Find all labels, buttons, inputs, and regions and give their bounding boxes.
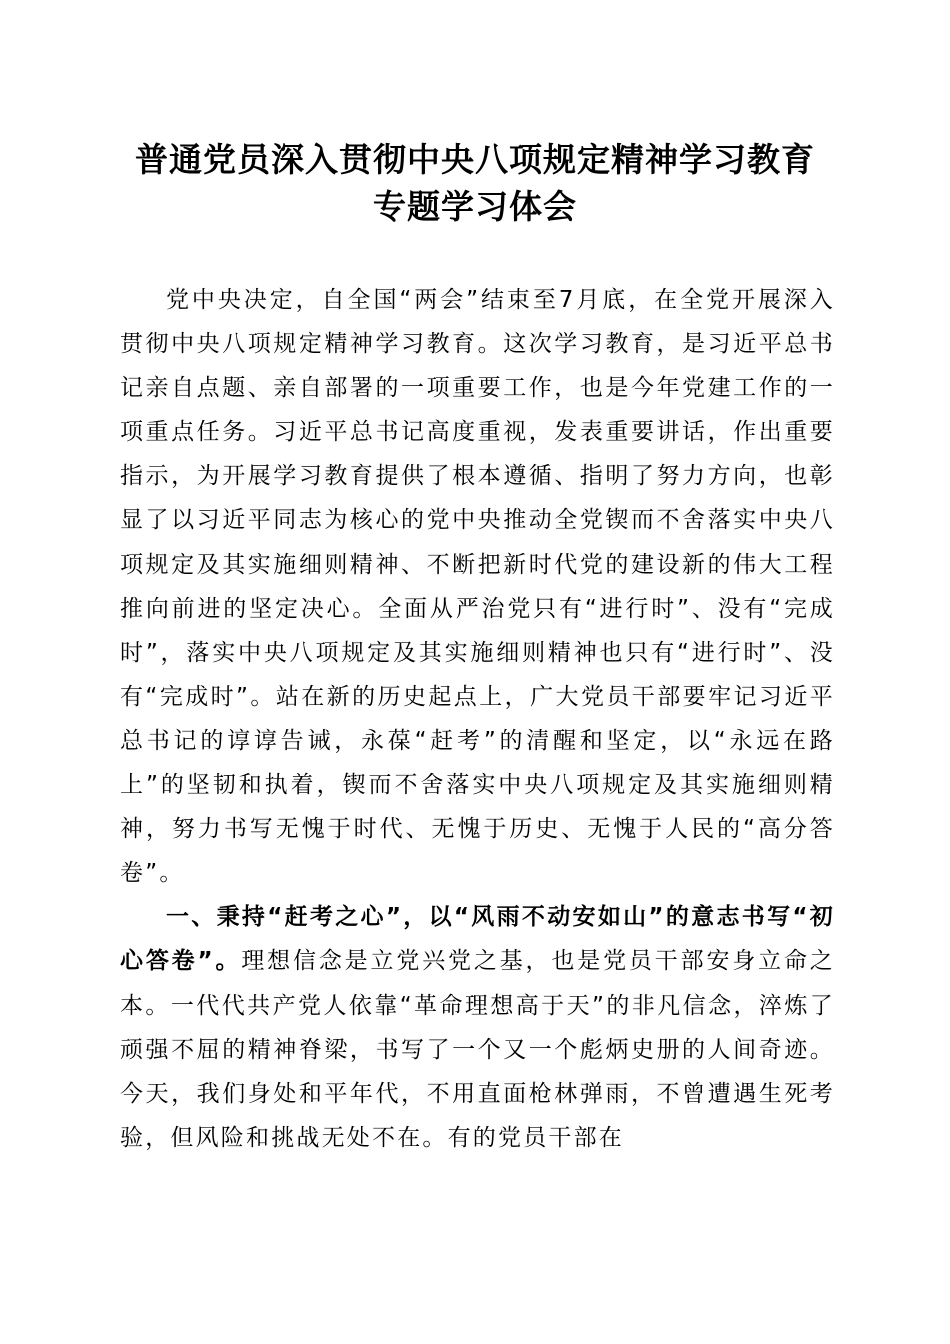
section-1-text: 理想信念是立党兴党之基，也是党员干部安身立命之本。一代代共产党人依靠“革命理想高于天”的非凡信念，淬炼了顽强不屈的精神脊梁，书写了一个又一个彪炳史册的人间奇迹。今天，我们身处和平年代，不用直面枪林弹雨，不曾遭遇生死考验，但风险和挑战无处不在。有的党员干部在 — [120, 948, 835, 1151]
document-body — [120, 278, 835, 1160]
section-1-paragraph — [120, 895, 835, 1160]
intro-paragraph: 党中央决定，自全国“两会”结束至7月底，在全党开展深入贯彻中央八项规定精神学习教育。这次学习教育，是习近平总书记亲自点题、亲自部署的一项重要工作，也是今年党建工作的一项重点任务。习近平总书记高度重视，发表重要讲话，作出重要指示，为开展学习教育提供了根本遵循、指明了努力方向，也彰显了以习近平同志为核心的党中央推动全党锲而不舍落实中央八项规定及其实施细则精神、不断把新时代党的建设新的伟大工程推向前进的坚定决心。全面从严治党只有“进行时”、没有“完成时”，落实中央八项规定及其实施细则精神也只有“进行时”、没有“完成时”。站在新的历史起点上，广大党员干部要牢记习近平总书记的谆谆告诫，永葆“赶考”的清醒和坚定，以“永远在路上”的坚韧和执着，锲而不舍落实中央八项规定及其实施细则精神，努力书写无愧于时代、无愧于历史、无愧于人民的“高分答卷”。 — [120, 287, 835, 887]
document-title — [95, 136, 855, 230]
title-line-1: 普通党员深入贯彻中央八项规定精神学习教育 — [135, 140, 815, 179]
section-1-heading: 一、秉持“赶考之心”，以“风雨不动安如山”的意志书写“初心答卷”。 — [120, 904, 835, 975]
title-line-2: 专题学习体会 — [373, 187, 577, 226]
